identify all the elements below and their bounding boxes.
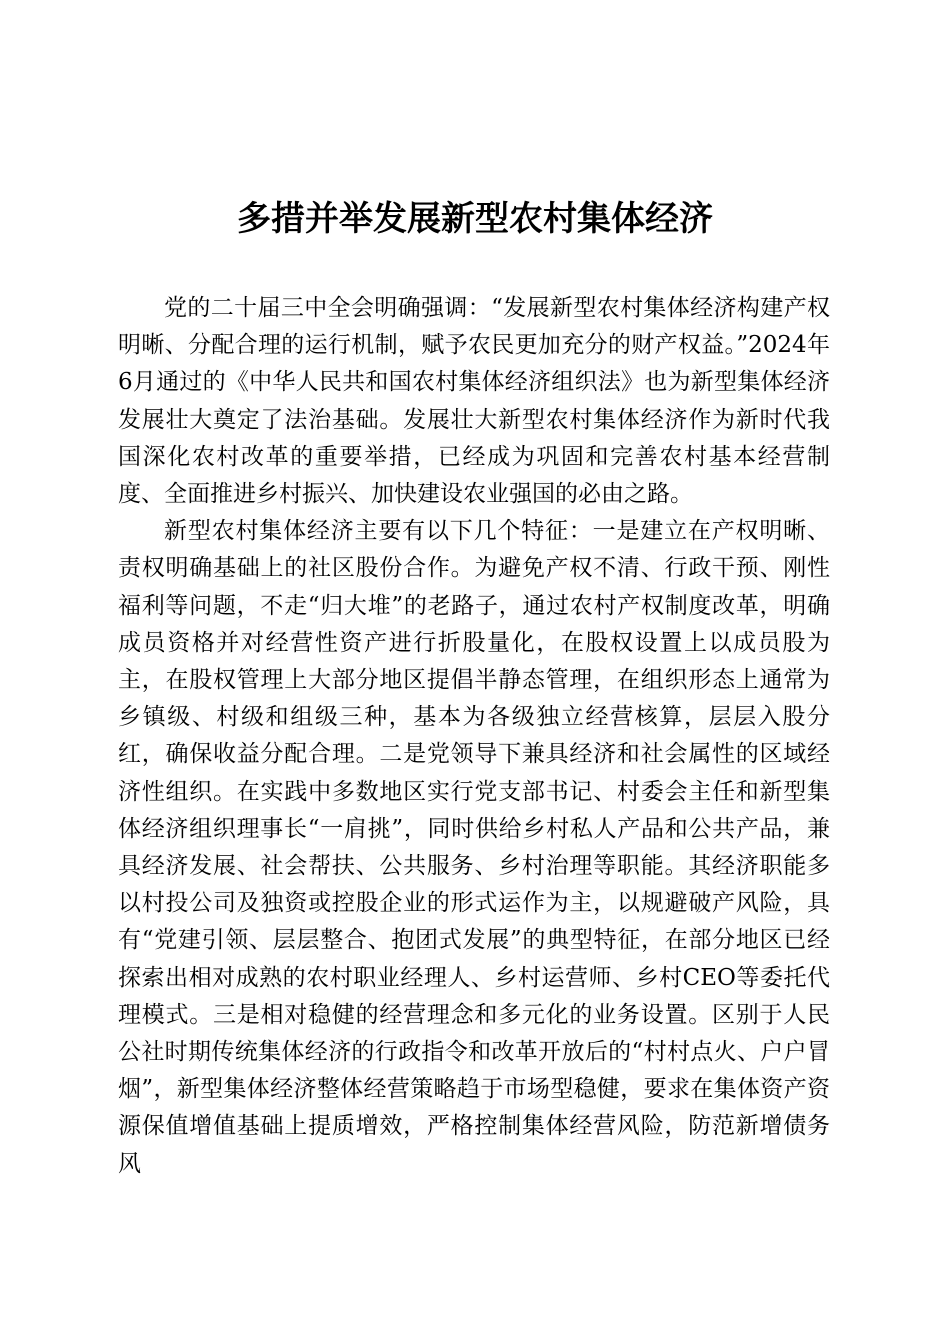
document-body: [118, 290, 830, 1183]
paragraph-2: 新型农村集体经济主要有以下几个特征：一是建立在产权明晰、责权明确基础上的社区股份合作。为避免产权不清、行政干预、刚性福利等问题，不走“归大堆”的老路子，通过农村产权制度改革，明确成员资格并对经营性资产进行折股量化，在股权设置上以成员股为主，在股权管理上大部分地区提倡半静态管理，在组织形态上通常为乡镇级、村级和组级三种，基本为各级独立经营核算，层层入股分红，确保收益分配合理。二是党领导下兼具经济和社会属性的区域经济性组织。在实践中多数地区实行党支部书记、村委会主任和新型集体经济组织理事长“一肩挑”，同时供给乡村私人产品和公共产品，兼具经济发展、社会帮扶、公共服务、乡村治理等职能。其经济职能多以村投公司及独资或控股企业的形式运作为主，以规避破产风险，具有“党建引领、层层整合、抱团式发展”的典型特征，在部分地区已经探索出相对成熟的农村职业经理人、乡村运营师、乡村CEO等委托代理模式。三是相对稳健的经营理念和多元化的业务设置。区别于人民公社时期传统集体经济的行政指令和改革开放后的“村村点火、户户冒烟”，新型集体经济整体经营策略趋于市场型稳健，要求在集体资产资源保值增值基础上提质增效，严格控制集体经营风险，防范新增债务风: [118, 518, 830, 1177]
document-title: 多措并举发展新型农村集体经济: [237, 199, 713, 239]
paragraph-1: 党的二十届三中全会明确强调：“发展新型农村集体经济构建产权明晰、分配合理的运行机制，赋予农民更加充分的财产权益。”2024年6月通过的《中华人民共和国农村集体经济组织法》也为新型集体经济发展壮大奠定了法治基础。发展壮大新型农村集体经济作为新时代我国深化农村改革的重要举措，已经成为巩固和完善农村基本经营制度、全面推进乡村振兴、加快建设农业强国的必由之路。: [118, 295, 830, 508]
